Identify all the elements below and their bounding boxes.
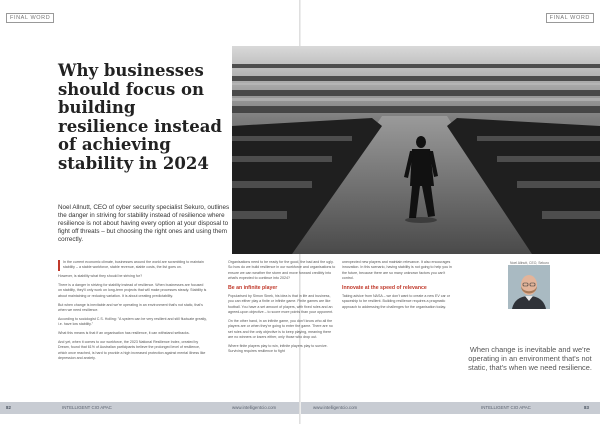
page-number-left: 82	[6, 405, 11, 410]
section-tag-left: FINAL WORD	[6, 13, 54, 23]
article-headline: Why businesses should focus on building resilience instead of achieving stability in 2024	[58, 61, 222, 173]
footer-left	[0, 402, 299, 414]
body-paragraph: Where finite players play to win, infinite players play to survive. Surviving requires resilience to fight	[228, 344, 328, 354]
section-tag-right: FINAL WORD	[546, 13, 594, 23]
lede-paragraph: In the current economic climate, businesses around the world are scrambling to maintain stability – a stable workforce, stable revenue, stable costs, the list goes on.	[58, 260, 208, 271]
body-paragraph: However, is stability what they should be striving for?	[58, 274, 143, 279]
body-paragraph: Organisations need to be ready for the good, the bad and the ugly. So how do we build resilience in our workforce and organisations to ensure we can weather the storm and move forward credibly into what's expected to continue into 2024?	[228, 260, 336, 281]
body-paragraph: Taking advice from NASA – we don't want to create a new EV car or spaceship to be resilient. Building resilience requires a pragmatic approach to addressing the challenges for the organisation today.	[342, 294, 450, 309]
section-subhead: Innovate at the speed of relevance	[342, 285, 427, 292]
footer-url-right: www.intelligentcio.com	[313, 405, 358, 410]
pull-quote: When change is inevitable and we're operating in an environment that's not static, that's when we need resilience.	[468, 345, 592, 373]
body-paragraph: According to sociologist C.S. Holling: "A system can be very resilient and still fluctuate greatly, i.e. have low stability."	[58, 316, 207, 327]
body-paragraph: There is a danger in striving for stability instead of resilience. When businesses are focused on stability, they'll only work on long-term projects that will make processes steady. Stability is about maintaining or reducing variation. It is about creating predictability.	[58, 283, 207, 298]
portrait-caption: Noel Allnutt, CEO, Sekuro	[510, 261, 550, 265]
body-column-1	[58, 260, 208, 365]
body-paragraph: On the other hand, in an infinite game, you don't know who all the players are or when they're going to enter the game. There are no set rules and the only objective is to keep playing, meaning there are no winners or losers either, only those who drop out.	[228, 319, 333, 340]
footer-url-left: www.intelligentcio.com	[232, 405, 277, 410]
body-paragraph: And yet, when it comes to our workforce, the 2023 National Resilience Index, created by Dream, found that 61% of Australian participants believe the prolonged level of resilience, which once reached, is hard to provide a high increased protection against mental illness like depression and anxiety.	[58, 339, 206, 361]
page-number-right: 83	[584, 405, 589, 410]
body-paragraph: But when change is inevitable and we're operating in an environment that's not static, that's when we need resilience.	[58, 302, 203, 313]
section-subhead: Be an infinite player	[228, 285, 278, 292]
body-paragraph: Popularised by Simon Sinek, his idea is that in life and business, you can either play a finite or infinite game. Finite games are like football. You have a set amount of players, with fixed rules and an agreed-upon objective – to score more points than your opponent.	[228, 294, 334, 315]
hero-image-maze	[232, 46, 600, 254]
body-column-3	[342, 260, 454, 314]
body-paragraph: What this means is that if an organisation has resilience, it can withstand setbacks.	[58, 331, 190, 336]
footer-section-left: INTELLIGENT CIO APAC	[62, 405, 112, 410]
author-portrait	[508, 265, 550, 309]
body-column-2	[228, 260, 336, 358]
footer-right	[301, 402, 600, 414]
body-paragraph: unexpected new players and maintain relevance. It also encourages innovation. In this scenario, having stability is not going to help you in the future, because there are so many unknown factors you can't control.	[342, 260, 452, 281]
article-standfirst: Noel Allnutt, CEO of cyber security specialist Sekuro, outlines the danger in striving for stability instead of resilience where resilience is not about having every option at your disposal to fight off threats – but choosing the right ones and using them correctly.	[58, 204, 230, 243]
footer-section-right: INTELLIGENT CIO APAC	[481, 405, 531, 410]
